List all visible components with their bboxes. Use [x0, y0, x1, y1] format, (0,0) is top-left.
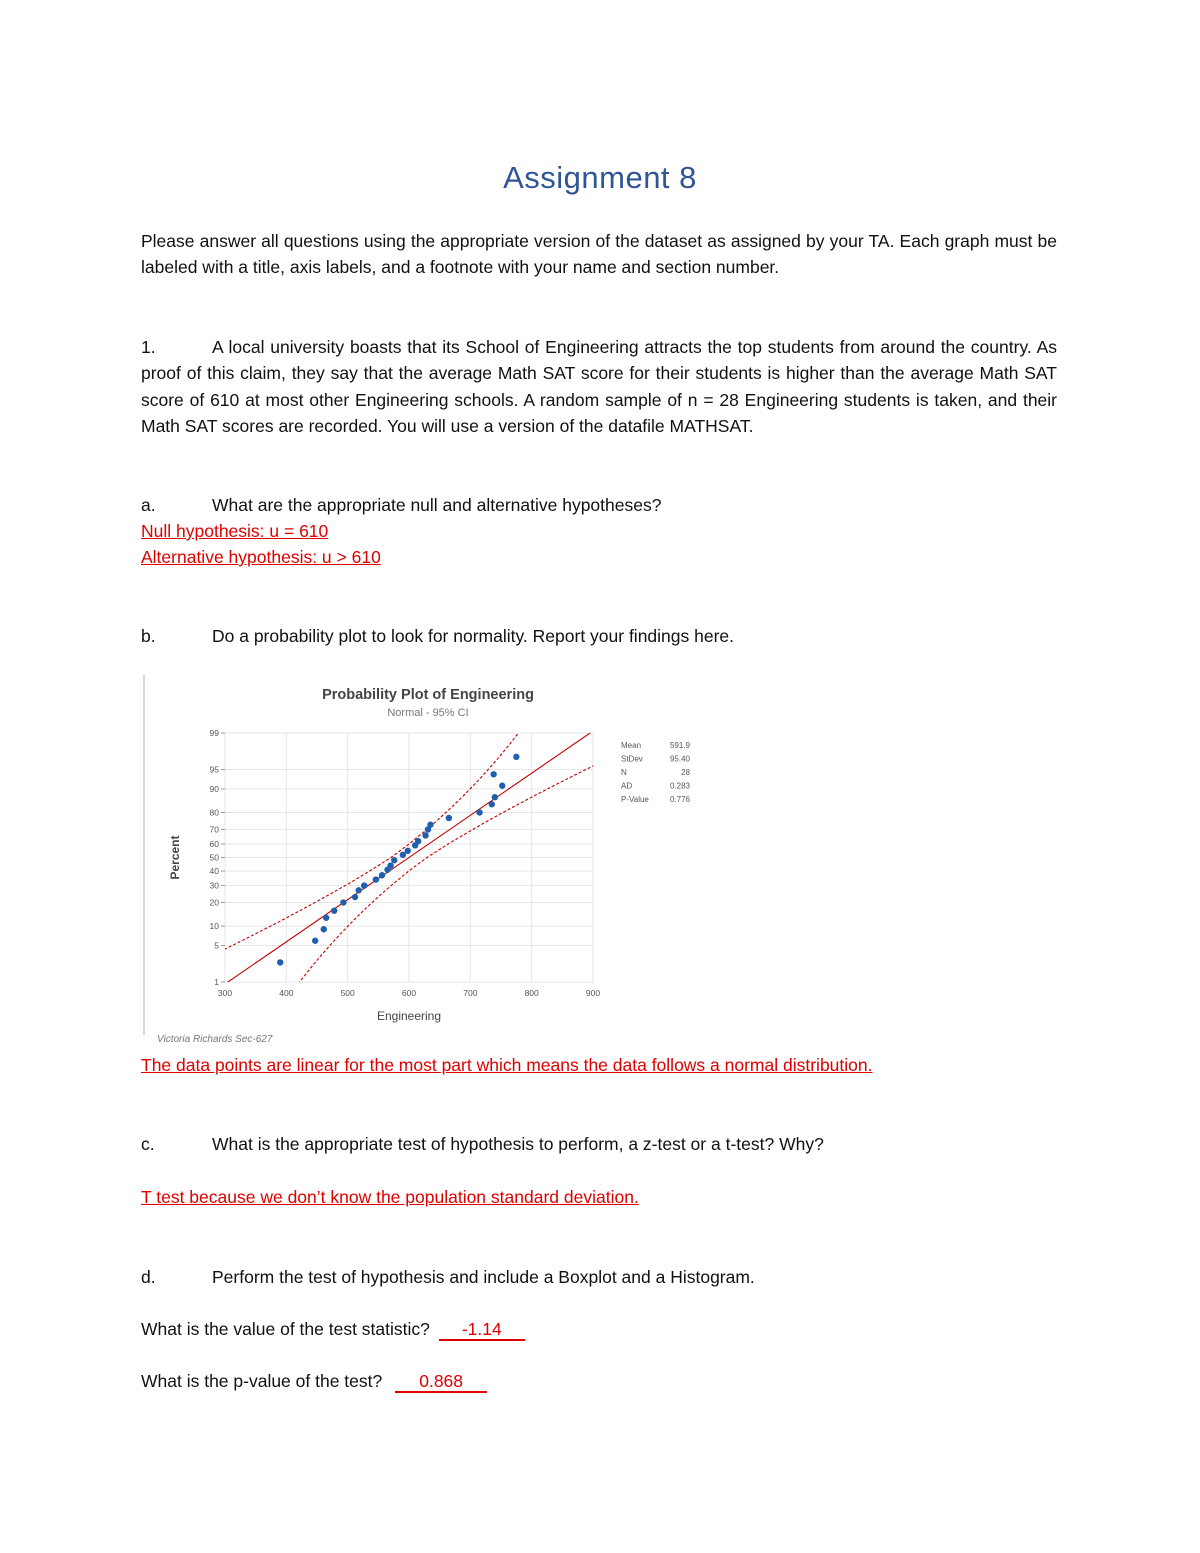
- data-point: [492, 794, 498, 800]
- question-b-letter: b.: [141, 626, 156, 646]
- data-point: [489, 801, 495, 807]
- answer-c: T test because we don’t know the population standard deviation.: [141, 1187, 639, 1207]
- data-point: [331, 908, 337, 914]
- data-point: [379, 872, 385, 878]
- y-axis-label: Percent: [168, 835, 182, 880]
- y-tick-label: 60: [209, 838, 219, 849]
- y-tick-label: 70: [209, 824, 219, 835]
- plot-subtitle: Normal - 95% CI: [387, 707, 469, 719]
- y-tick-label: 20: [209, 897, 219, 908]
- legend-stat-value: 0.776: [669, 795, 690, 804]
- y-tick-label: 1: [214, 977, 219, 987]
- data-point: [277, 959, 283, 965]
- data-point: [446, 815, 452, 821]
- legend-stat-label: AD: [621, 781, 633, 791]
- data-point: [361, 882, 367, 888]
- x-tick-label: 800: [524, 988, 539, 998]
- data-point: [427, 822, 433, 828]
- y-tick-label: 95: [209, 764, 219, 775]
- p-value-label: What is the p-value of the test?: [141, 1371, 383, 1391]
- legend-stat-label: StDev: [621, 754, 643, 764]
- legend-stat-label: Mean: [621, 741, 642, 750]
- y-tick-label: 10: [209, 921, 219, 932]
- question-1: [141, 334, 1057, 439]
- data-point: [373, 876, 379, 882]
- question-a: [141, 492, 661, 518]
- legend-stat-label: N: [621, 768, 627, 777]
- data-point: [312, 938, 318, 944]
- x-tick-label: 400: [279, 988, 294, 998]
- data-point: [323, 915, 329, 921]
- test-statistic-line: [141, 1316, 525, 1342]
- legend-stat-value: 591.9: [669, 741, 690, 750]
- data-point: [400, 852, 406, 858]
- x-tick-label: 900: [585, 988, 601, 998]
- question-d: [141, 1264, 755, 1290]
- y-tick-label: 90: [209, 783, 219, 794]
- data-point: [405, 848, 411, 854]
- answer-alt-hypothesis: Alternative hypothesis: u > 610: [141, 547, 381, 567]
- answer-b: The data points are linear for the most part which means the data follows a normal distribution.: [141, 1055, 873, 1075]
- data-point: [490, 771, 496, 777]
- intro-paragraph: Please answer all questions using the appropriate version of the dataset as assigned by your TA. Each graph must be labeled with a title, axis labels, and a footnote with your name and section number.: [141, 231, 1057, 278]
- question-a-text: What are the appropriate null and alternative hypotheses?: [212, 495, 662, 515]
- data-point: [513, 754, 519, 760]
- legend-stat-label: P-Value: [621, 795, 649, 804]
- probability-plot: [143, 672, 703, 1052]
- question-d-letter: d.: [141, 1267, 156, 1287]
- test-statistic-value: -1.14: [439, 1319, 525, 1341]
- legend-stat-value: 95.40: [669, 754, 690, 764]
- answer-null-hypothesis: Null hypothesis: u = 610: [141, 521, 329, 541]
- p-value-value: 0.868: [395, 1371, 487, 1393]
- question-c-text: What is the appropriate test of hypothesis to perform, a z-test or a t-test? Why?: [212, 1134, 824, 1154]
- y-tick-label: 30: [209, 880, 219, 891]
- data-point: [422, 832, 428, 838]
- data-point: [321, 926, 327, 932]
- x-tick-label: 600: [401, 988, 417, 998]
- page-title: Assignment 8: [503, 160, 697, 195]
- question-c-letter: c.: [141, 1134, 155, 1154]
- x-tick-label: 700: [463, 988, 478, 998]
- y-tick-label: 50: [209, 852, 219, 863]
- data-point: [476, 809, 482, 815]
- x-axis-label: Engineering: [376, 1009, 442, 1023]
- question-1-number: 1.: [141, 337, 156, 357]
- data-point: [340, 899, 346, 905]
- data-point: [387, 862, 393, 868]
- question-c: [141, 1131, 824, 1157]
- data-point: [391, 857, 397, 863]
- data-point: [499, 783, 505, 789]
- p-value-line: [141, 1368, 487, 1394]
- plot-title: Probability Plot of Engineering: [322, 687, 534, 703]
- y-tick-label: 80: [209, 807, 219, 818]
- question-d-text: Perform the test of hypothesis and include a Boxplot and a Histogram.: [212, 1267, 755, 1287]
- x-tick-label: 500: [340, 988, 355, 998]
- question-b: [141, 623, 734, 649]
- question-b-text: Do a probability plot to look for normality. Report your findings here.: [212, 626, 735, 646]
- y-tick-label: 5: [214, 940, 219, 951]
- plot-footnote: Victoria Richards Sec-627: [157, 1034, 273, 1045]
- y-tick-label: 40: [209, 866, 219, 877]
- y-tick-label: 99: [209, 728, 219, 738]
- legend-stat-value: 28: [681, 768, 690, 777]
- legend-stat-value: 0.283: [669, 781, 690, 791]
- question-1-text: A local university boasts that its School of Engineering attracts the top students from around the country. As proof of this claim, they say that the average Math SAT score for their students is higher than the average Math SAT score of 610 at most other Engineering schools. A random sample of n = 28 Engineering students is taken, and their Math SAT scores are recorded. You will use a version of the datafile MATHSAT.: [141, 337, 1057, 436]
- data-point: [415, 838, 421, 844]
- test-statistic-label: What is the value of the test statistic?: [141, 1319, 430, 1339]
- question-a-letter: a.: [141, 495, 156, 515]
- x-tick-label: 300: [217, 988, 233, 998]
- data-point: [352, 894, 358, 900]
- data-point: [356, 887, 362, 893]
